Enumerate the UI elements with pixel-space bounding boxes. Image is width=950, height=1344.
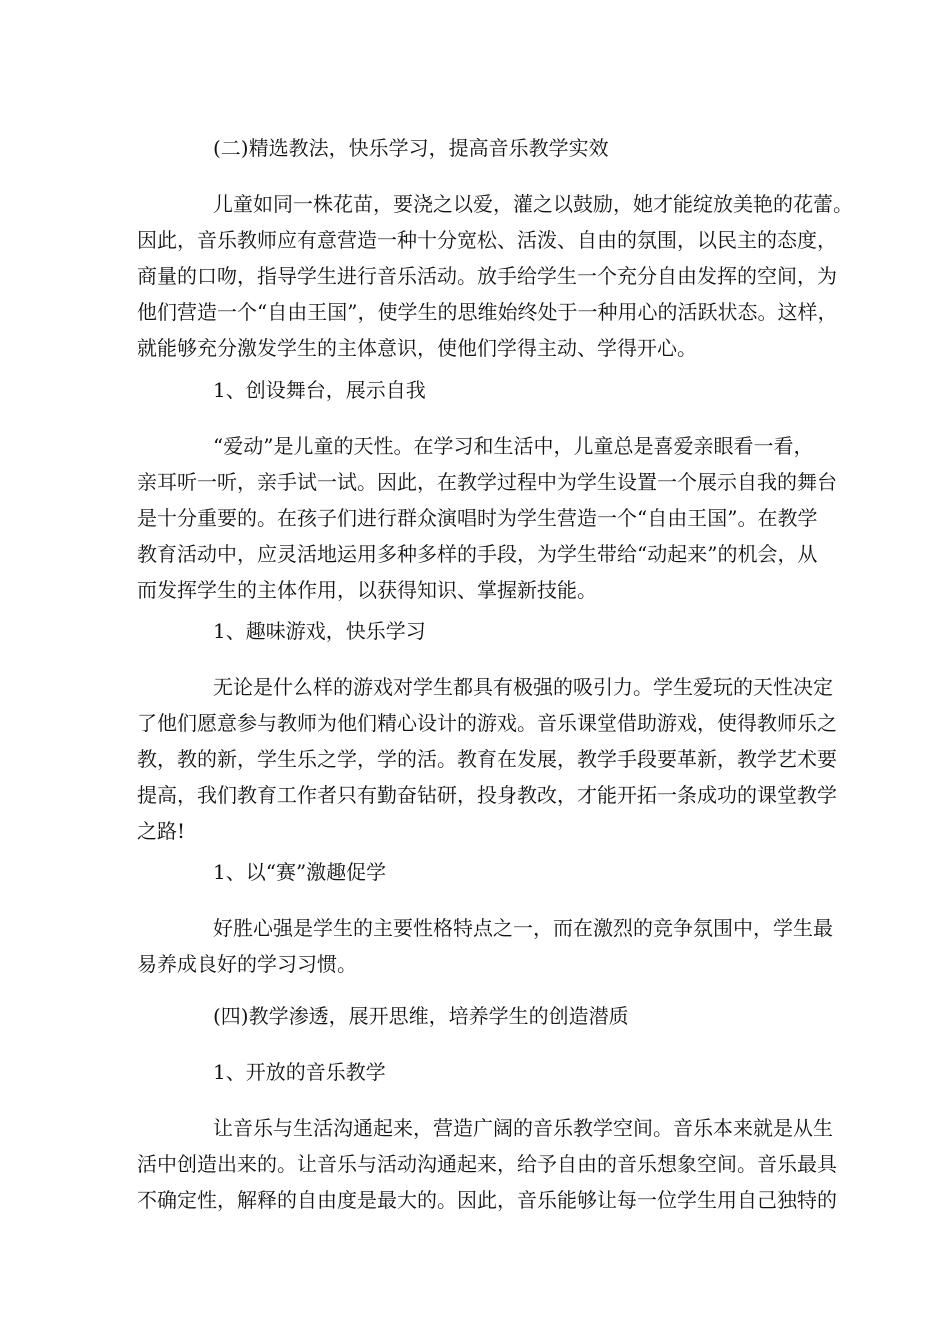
section-heading-text: (四)教学渗透，展开思维，培养学生的创造潜质 xyxy=(213,1004,629,1028)
paragraph-line: 他们营造一个“自由王国”，使学生的思维始终处于一种用心的活跃状态。这样， xyxy=(137,300,838,324)
paragraph-line: 提高，我们教育工作者只有勤奋钻研，投身教改，才能开拓一条成功的课堂教学 xyxy=(137,783,837,807)
paragraph-line: 就能够充分激发学生的主体意识，使他们学得主动、学得开心。 xyxy=(137,336,697,360)
subheading-3 xyxy=(137,854,817,890)
paragraph-4 xyxy=(137,910,833,982)
paragraph-line: 教，教的新，学生乐之学，学的活。教育在发展，教学手段要革新，教学艺术要 xyxy=(137,747,837,771)
paragraph-5 xyxy=(137,1110,837,1218)
paragraph-line: 而发挥学生的主体作用，以获得知识、掌握新技能。 xyxy=(137,578,597,602)
subheading-1 xyxy=(137,372,817,408)
paragraph-line: 教育活动中，应灵活地运用多种多样的手段，为学生带给“动起来”的机会，从 xyxy=(137,542,818,566)
paragraph-2 xyxy=(137,428,837,608)
section-heading-text: (二)精选教法，快乐学习，提高音乐教学实效 xyxy=(213,136,609,160)
paragraph-line: 儿童如同一株花苗，要浇之以爱，灌之以鼓励，她才能绽放美艳的花蕾。 xyxy=(213,192,853,216)
subheading-text: 1、以“赛”激趣促学 xyxy=(213,860,387,884)
paragraph-line: 无论是什么样的游戏对学生都具有极强的吸引力。学生爱玩的天性决定 xyxy=(213,675,833,699)
subheading-text: 1、趣味游戏，快乐学习 xyxy=(213,619,426,643)
section-heading-2 xyxy=(137,130,817,166)
subheading-text: 1、开放的音乐教学 xyxy=(213,1060,386,1084)
paragraph-line: 商量的口吻，指导学生进行音乐活动。放手给学生一个充分自由发挥的空间，为 xyxy=(137,264,837,288)
subheading-2 xyxy=(137,613,817,649)
paragraph-line: 易养成良好的学习习惯。 xyxy=(137,952,357,976)
paragraph-1 xyxy=(137,186,853,366)
paragraph-line: “爱动”是儿童的天性。在学习和生活中，儿童总是喜爱亲眼看一看， xyxy=(213,434,814,458)
subheading-4 xyxy=(137,1054,817,1090)
section-heading-4 xyxy=(137,998,817,1034)
paragraph-line: 活中创造出来的。让音乐与活动沟通起来，给予自由的音乐想象空间。音乐最具 xyxy=(137,1152,837,1176)
paragraph-line: 好胜心强是学生的主要性格特点之一，而在激烈的竞争氛围中，学生最 xyxy=(213,916,833,940)
paragraph-line: 之路! xyxy=(137,819,186,843)
paragraph-line: 不确定性，解释的自由度是最大的。因此，音乐能够让每一位学生用自己独特的 xyxy=(137,1188,837,1212)
paragraph-line: 了他们愿意参与教师为他们精心设计的游戏。音乐课堂借助游戏，使得教师乐之 xyxy=(137,711,837,735)
paragraph-line: 亲耳听一听，亲手试一试。因此，在教学过程中为学生设置一个展示自我的舞台 xyxy=(137,470,837,494)
paragraph-line: 因此，音乐教师应有意营造一种十分宽松、活泼、自由的氛围，以民主的态度， xyxy=(137,228,837,252)
paragraph-line: 是十分重要的。在孩子们进行群众演唱时为学生营造一个“自由王国”。在教学 xyxy=(137,506,818,530)
paragraph-line: 让音乐与生活沟通起来，营造广阔的音乐教学空间。音乐本来就是从生 xyxy=(213,1116,833,1140)
paragraph-3 xyxy=(137,669,837,849)
subheading-text: 1、创设舞台，展示自我 xyxy=(213,378,426,402)
